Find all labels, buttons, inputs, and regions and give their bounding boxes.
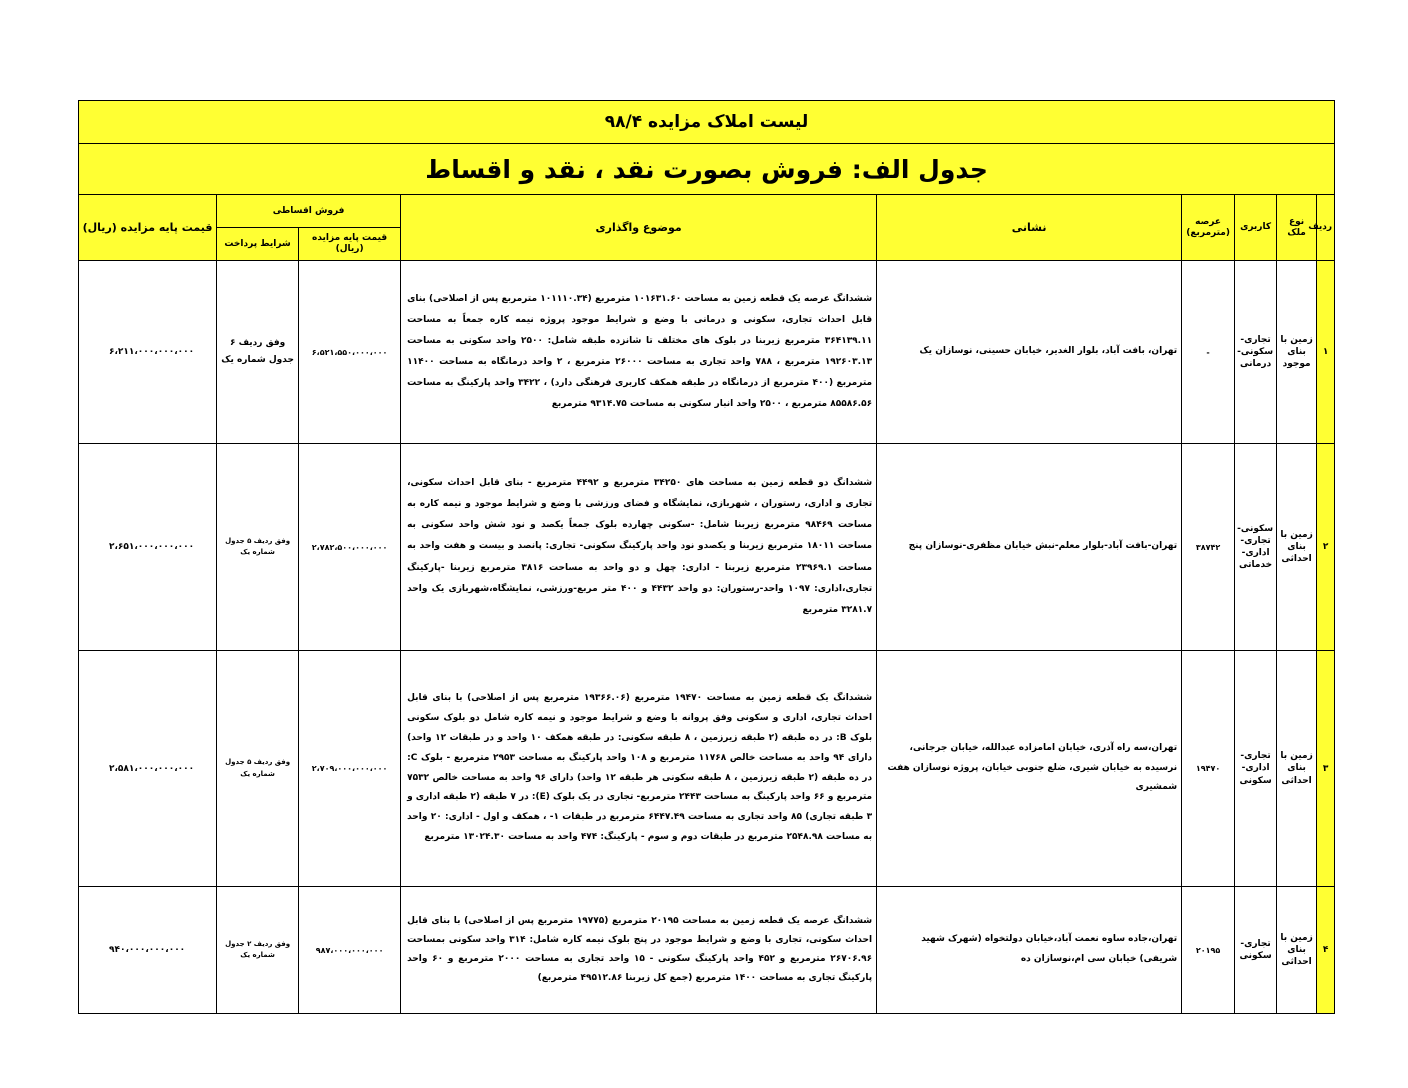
header-address: نشانی — [877, 195, 1182, 261]
property-type: زمین با بنای احداثی — [1277, 651, 1317, 887]
header-area: عرصه (مترمربع) — [1182, 195, 1235, 261]
description: ششدانگ عرصه یک قطعه زمین به مساحت ۲۰۱۹۵ مترمربع (۱۹۷۷۵ مترمربع پس از اصلاحی) با بنای قابل احداث سکونی، تجاری با وضع و شرایط موجود در پنج بلوک نیمه کاره شامل: ۳۱۴ واحد سکونی بمساحت ۲۶۷۰۶.۹۶ مترمربع و ۴۵۲ واحد پارکینگ سکونی - ۱۵ واحد تجاری به مساحت ۲۰۰۰ مترمربع و ۶۰ واحد پارکینگ تجاری به مساحت ۱۴۰۰ مترمربع (جمع کل زیربنا ۴۹۵۱۲.۸۶ مترمربع) — [401, 887, 877, 1014]
description: ششدانگ دو قطعه زمین به مساحت های ۳۴۲۵۰ مترمربع و ۴۴۹۲ مترمربع - بنای قابل احداث سکونی، تجاری و اداری، رستوران ، شهربازی، نمایشگاه و فضای ورزشی با وضع و شرایط موجود و نیمه کاره به مساحت ۹۸۴۶۹ مترمربع زیربنا شامل: -سکونی چهارده بلوک جمعاً یکصد و نود شش واحد سکونی به مساحت ۱۸۰۱۱ مترمربع زیربنا و یکصدو نود واحد پارکینگ سکونی- تجاری: پانصد و بیست و هفت واحد به مساحت ۲۳۹۶۹.۱ مترمربع زیربنا - اداری: چهل و دو واحد به مساحت ۳۸۱۶ مترمربع زیربنا -پارکینگ تجاری،اداری: ۱۰۹۷ واحد-رستوران: دو واحد ۴۴۳۲ و ۴۰۰ متر مربع-ورزشی، نمایشگاه،شهربازی یک واحد ۳۲۸۱.۷ مترمربع — [401, 444, 877, 651]
payment-terms: وفق ردیف ۵ جدول شماره یک — [217, 444, 299, 651]
base-price: ۲،۶۵۱،۰۰۰،۰۰۰،۰۰۰ — [79, 444, 217, 651]
address: تهران،جاده ساوه نعمت آباد،خیابان دولتخواه (شهرک شهید شریفی) خیابان سی ام،نوسازان ده — [877, 887, 1182, 1014]
table-row — [79, 444, 1335, 651]
auction-sheet — [78, 100, 1334, 1015]
table-subtitle: جدول الف: فروش بصورت نقد ، نقد و اقساط — [79, 144, 1335, 195]
row-number: ۱ — [1317, 261, 1335, 444]
address: تهران-بافت آباد-بلوار معلم-نبش خیابان مظفری-نوسازان پنج — [877, 444, 1182, 651]
table-row — [79, 651, 1335, 887]
header-property-type: نوع ملک — [1277, 195, 1317, 261]
usage: سکونی- تجاری- اداری- خدماتی — [1235, 444, 1277, 651]
usage: تجاری- سکونی- درمانی — [1235, 261, 1277, 444]
header-base-price: قیمت پایه مزایده (ریال) — [79, 195, 217, 261]
row-number: ۴ — [1317, 887, 1335, 1014]
header-installment-group: فروش اقساطی — [217, 195, 401, 228]
installment-price: ۲،۷۰۹،۰۰۰،۰۰۰،۰۰۰ — [299, 651, 401, 887]
installment-price: ۲،۷۸۲،۵۰۰،۰۰۰،۰۰۰ — [299, 444, 401, 651]
page-title: لیست املاک مزایده ۹۸/۴ — [79, 101, 1335, 144]
usage: تجاری- سکونی — [1235, 887, 1277, 1014]
address: تهران، بافت آباد، بلوار الغدیر، خیابان حسینی، نوسازان یک — [877, 261, 1182, 444]
header-subject: موضوع واگذاری — [401, 195, 877, 261]
description: ششدانگ یک قطعه زمین به مساحت ۱۹۴۷۰ مترمربع (۱۹۳۶۶.۰۶ مترمربع پس از اصلاحی) با بنای قابل احداث تجاری، اداری و سکونی وفق پروانه با وضع و شرایط موجود و نیمه کاره شامل دو بلوک سکونی بلوک B: در ده طبقه (۲ طبقه زیرزمین ، ۸ طبقه سکونی: در طبقه همکف ۱۰ واحد و در طبقات ۱۲ واحد) دارای ۹۴ واحد به مساحت خالص ۱۱۷۶۸ مترمربع و ۱۰۸ واحد پارکینگ به مساحت ۲۹۵۳ مترمربع - بلوک C: در ده طبقه (۲ طبقه زیرزمین ، ۸ طبقه سکونی هر طبقه ۱۲ واحد) دارای ۹۶ واحد به مساحت خالص ۷۵۳۲ مترمربع و ۶۶ واحد پارکینگ به مساحت ۲۴۴۳ مترمربع- تجاری در یک بلوک (E): در ۷ طبقه (۲ طبقه اداری و ۳ طبقه تجاری) ۸۵ واحد تجاری به مساحت ۶۴۴۷.۴۹ مترمربع در طبقات ۱- ، همکف و اول - اداری: ۲۰ واحد به مساحت ۲۵۴۸.۹۸ مترمربع در طبقات دوم و سوم - پارکینگ: ۴۷۴ واحد به مساحت ۱۳۰۲۴.۳۰ مترمربع — [401, 651, 877, 887]
table-row — [79, 887, 1335, 1014]
header-installment-base-price: قیمت پایه مزایده (ریال) — [299, 228, 401, 261]
payment-terms: وفق ردیف ۲ جدول شماره یک — [217, 887, 299, 1014]
table-row — [79, 261, 1335, 444]
property-type: زمین با بنای احداثی — [1277, 444, 1317, 651]
address: تهران،سه راه آذری، خیابان امامزاده عبدالله، خیابان جرجانی، نرسیده به خیابان شیری، ضلع جنوبی خیابان، پروژه نوسازان هفت شمشیری — [877, 651, 1182, 887]
area: ۲۰۱۹۵ — [1182, 887, 1235, 1014]
row-number: ۳ — [1317, 651, 1335, 887]
property-type: زمین با بنای احداثی — [1277, 887, 1317, 1014]
installment-price: ۶،۵۲۱،۵۵۰،۰۰۰،۰۰۰ — [299, 261, 401, 444]
installment-price: ۹۸۷،۰۰۰،۰۰۰،۰۰۰ — [299, 887, 401, 1014]
base-price: ۹۴۰،۰۰۰،۰۰۰،۰۰۰ — [79, 887, 217, 1014]
header-row-no: ردیف — [1317, 195, 1335, 261]
base-price: ۲،۵۸۱،۰۰۰،۰۰۰،۰۰۰ — [79, 651, 217, 887]
base-price: ۶،۲۱۱،۰۰۰،۰۰۰،۰۰۰ — [79, 261, 217, 444]
header-usage: کاربری — [1235, 195, 1277, 261]
payment-terms: وفق ردیف ۵ جدول شماره یک — [217, 651, 299, 887]
payment-terms: وفق ردیف ۶ جدول شماره یک — [217, 261, 299, 444]
area: ۳۸۷۴۲ — [1182, 444, 1235, 651]
auction-table — [78, 100, 1335, 1014]
usage: تجاری- اداری- سکونی — [1235, 651, 1277, 887]
area: ۱۹۴۷۰ — [1182, 651, 1235, 887]
header-payment-terms: شرایط پرداخت — [217, 228, 299, 261]
area: - — [1182, 261, 1235, 444]
row-number: ۲ — [1317, 444, 1335, 651]
description: ششدانگ عرصه یک قطعه زمین به مساحت ۱۰۱۶۳۱.۶۰ مترمربع (۱۰۱۱۱۰.۳۴ مترمربع پس از اصلاحی) بنای قابل احداث تجاری، سکونی و درمانی با وضع و شرایط موجود پروژه نیمه کاره جمعاً به مساحت ۳۶۴۱۳۹.۱۱ مترمربع زیربنا در بلوک های مختلف تا شانزده طبقه شامل: ۲۵۰۰ واحد سکونی به مساحت ۱۹۲۶۰۳.۱۳ مترمربع ، ۷۸۸ واحد تجاری به مساحت ۲۶۰۰۰ مترمربع ، ۲ واحد درمانگاه به مساحت ۱۱۴۰۰ مترمربع (۴۰۰ مترمربع از درمانگاه در طبقه همکف کاربری فرهنگی دارد) ، ۳۴۲۲ واحد پارکینگ به مساحت ۸۵۵۸۶.۵۶ مترمربع ، ۲۵۰۰ واحد انبار سکونی به مساحت ۹۳۱۴.۷۵ مترمربع — [401, 261, 877, 444]
property-type: زمین با بنای موجود — [1277, 261, 1317, 444]
